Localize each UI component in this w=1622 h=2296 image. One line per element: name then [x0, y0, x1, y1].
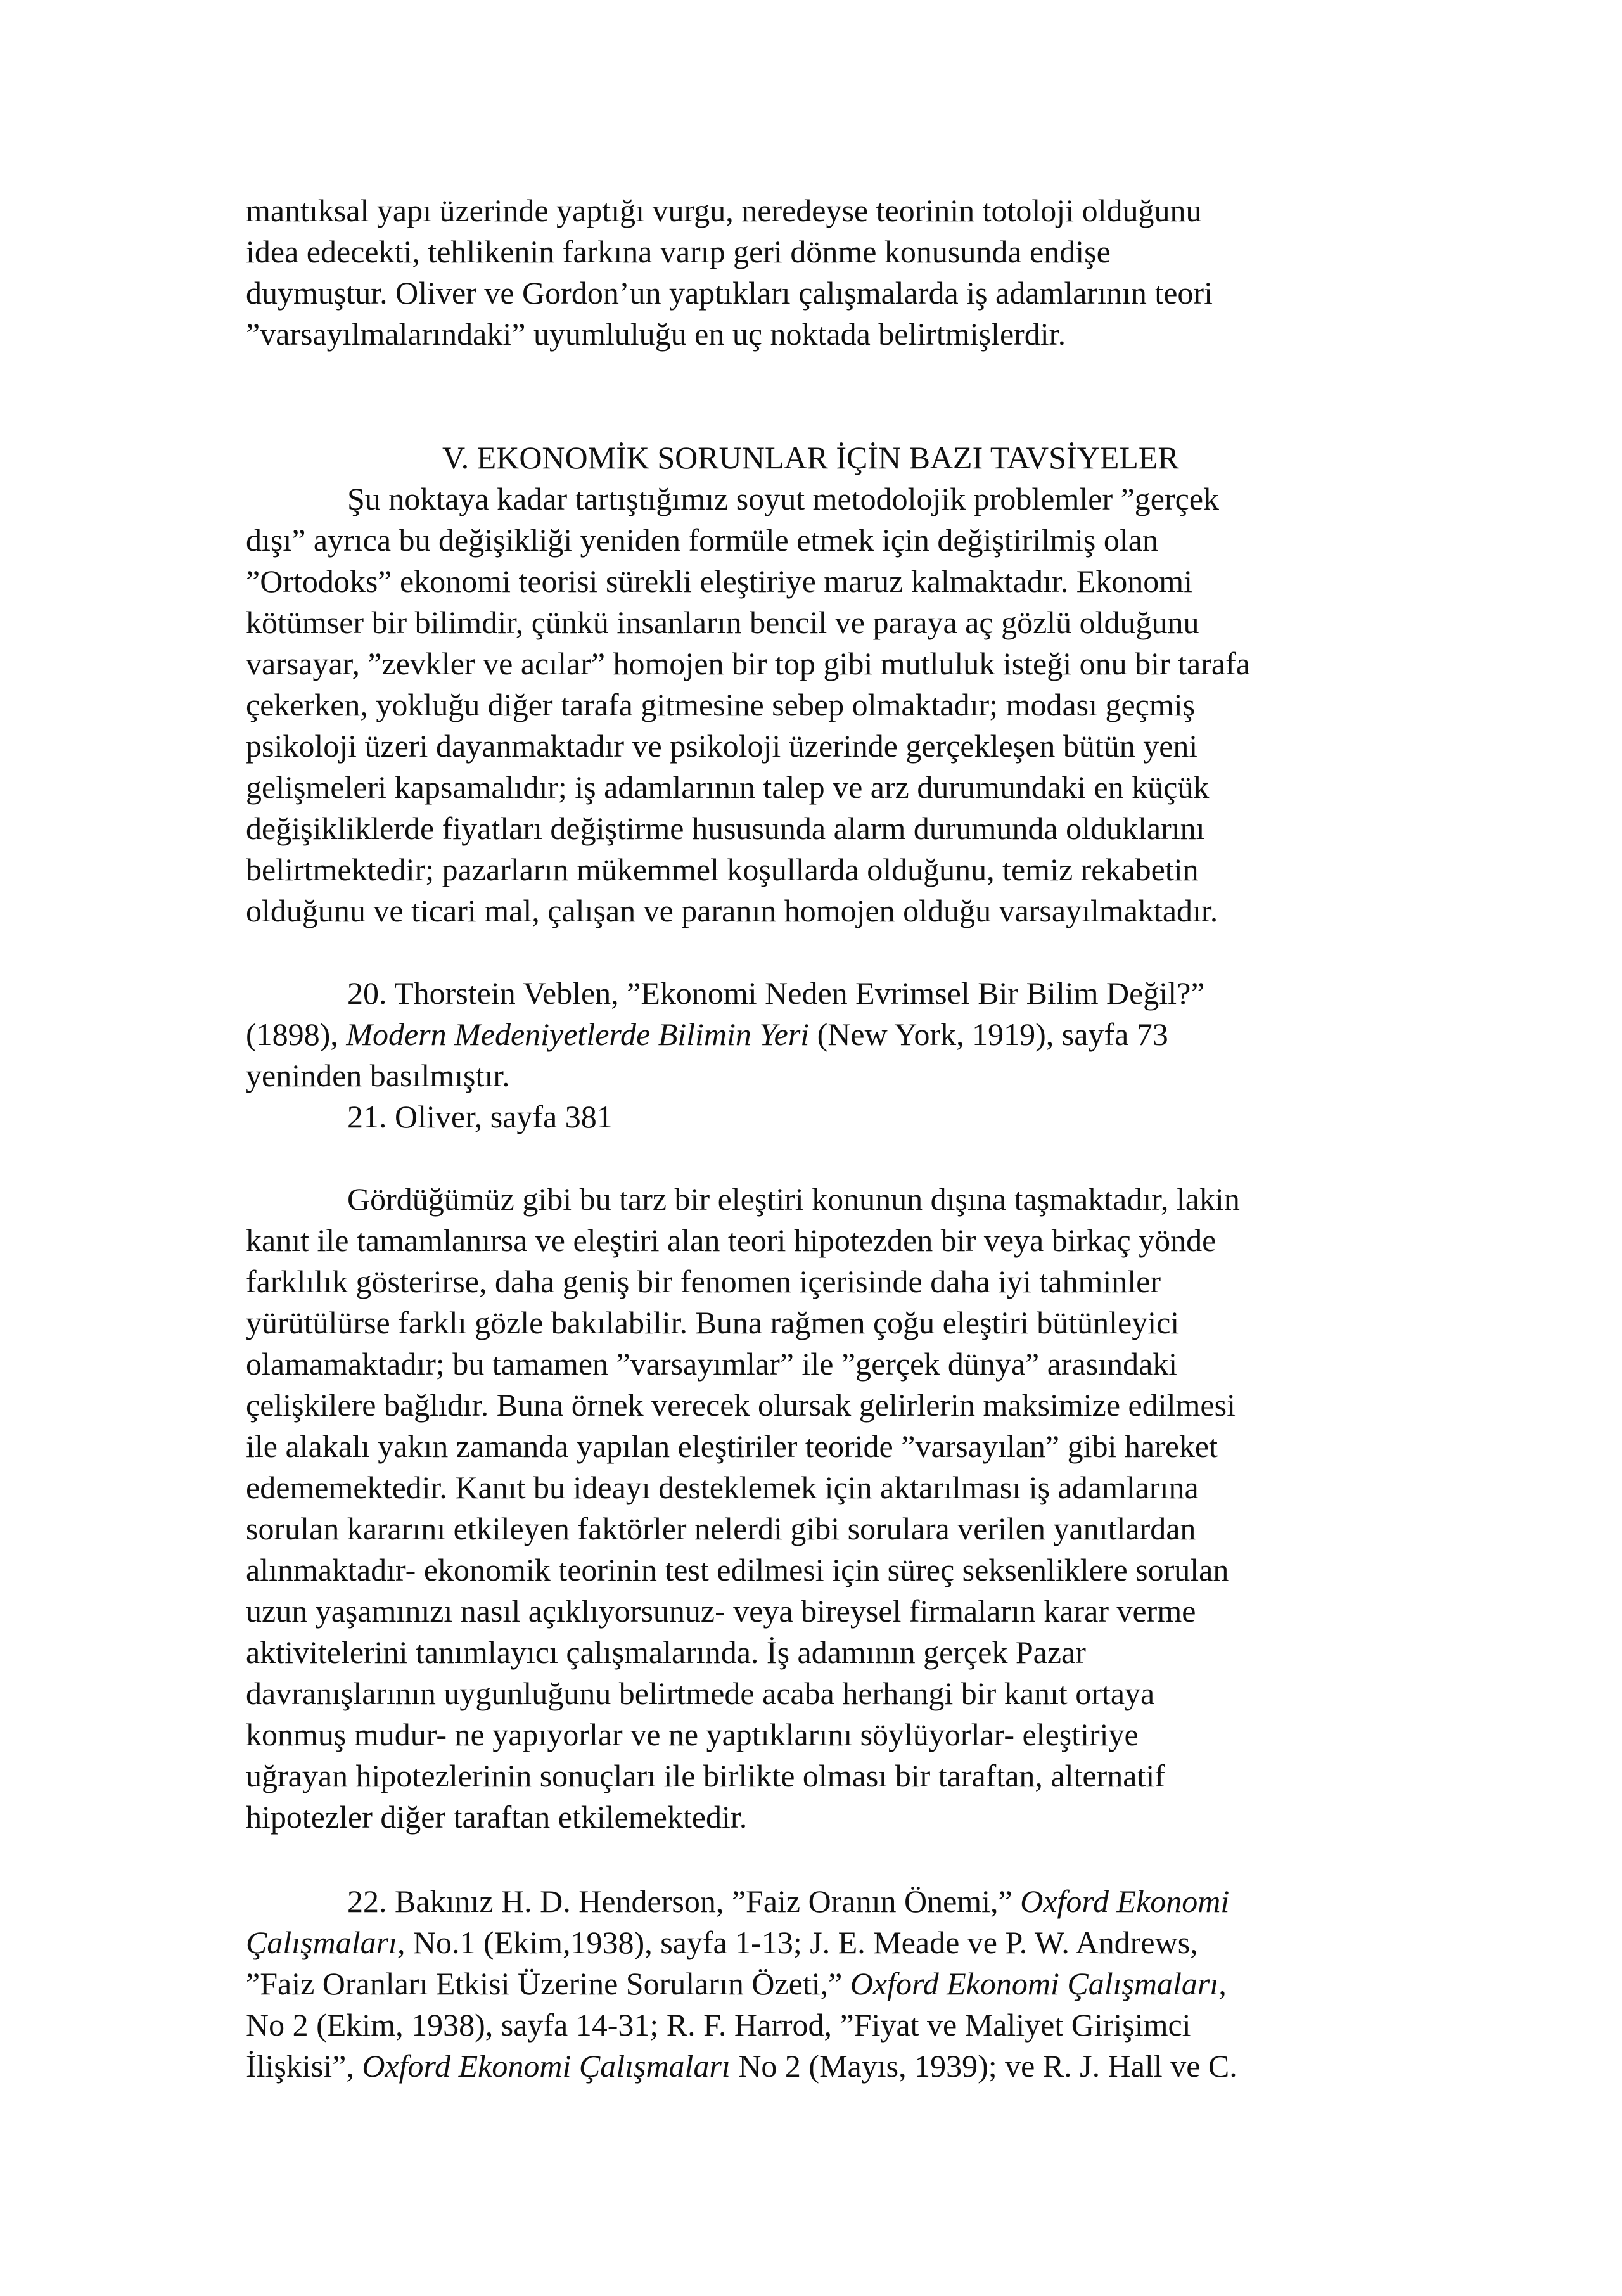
footnote-line: 20. Thorstein Veblen, ”Ekonomi Neden Evrimsel Bir Bilim Değil?” — [347, 975, 1205, 1011]
footnote-text: No.1 (Ekim,1938), sayfa 1-13; J. E. Meade ve P. W. Andrews, — [405, 1925, 1198, 1960]
text-line: uzun yaşamınızı nasıl açıklıyorsunuz- veya bireysel firmaların karar verme — [246, 1593, 1196, 1629]
paragraph-economic-problems — [246, 478, 1375, 932]
text-line: duymuştur. Oliver ve Gordon’un yaptıkları çalışmalarda iş adamlarının teori — [246, 275, 1213, 311]
footnote-line — [246, 2046, 1375, 2087]
text-line: kanıt ile tamamlanırsa ve eleştiri alan teori hipotezden bir veya birkaç yönde — [246, 1222, 1216, 1258]
text-line: gelişmeleri kapsamalıdır; iş adamlarının talep ve arz durumundaki en küçük — [246, 769, 1210, 805]
text-line: hipotezler diğer taraftan etkilemektedir. — [246, 1799, 748, 1835]
text-line: mantıksal yapı üzerinde yaptığı vurgu, neredeyse teorinin totoloji olduğunu — [246, 193, 1202, 228]
footnote-20 — [246, 973, 1375, 1096]
footnote-text: No 2 (Mayıs, 1939); ve R. J. Hall ve C. — [730, 2048, 1237, 2084]
book-title: Modern Medeniyetlerde Bilimin Yeri — [346, 1017, 810, 1052]
text-line: ”Ortodoks” ekonomi teorisi sürekli eleştiriye maruz kalmaktadır. Ekonomi — [246, 563, 1193, 599]
journal-title: Oxford Ekonomi Çalışmaları — [362, 2048, 731, 2084]
text-line: olduğunu ve ticari mal, çalışan ve paranın homojen olduğu varsayılmaktadır. — [246, 893, 1218, 928]
footnote-text: (New York, 1919), sayfa 73 — [809, 1017, 1168, 1052]
text-line: olamamaktadır; bu tamamen ”varsayımlar” ile ”gerçek dünya” arasındaki — [246, 1346, 1178, 1382]
footnote-line: 21. Oliver, sayfa 381 — [347, 1099, 613, 1134]
footnote-22 — [246, 1881, 1375, 2087]
journal-title: Oxford Ekonomi Çalışmaları, — [850, 1966, 1227, 2001]
text-line: Şu noktaya kadar tartıştığımız soyut metodolojik problemler ”gerçek — [347, 481, 1220, 516]
text-line: aktivitelerini tanımlayıcı çalışmalarında. İş adamının gerçek Pazar — [246, 1634, 1086, 1670]
footnote-text: ”Faiz Oranları Etkisi Üzerine Soruların Özeti,” — [246, 1966, 850, 2001]
paragraph-criticism — [246, 1179, 1375, 1838]
text-line: davranışlarının uygunluğunu belirtmede acaba herhangi bir kanıt ortaya — [246, 1676, 1155, 1711]
text-line: ile alakalı yakın zamanda yapılan eleştiriler teoride ”varsayılan” gibi hareket — [246, 1428, 1218, 1464]
paragraph-intro — [246, 190, 1375, 355]
text-line: çelişkilere bağlıdır. Buna örnek verecek olursak gelirlerin maksimize edilmesi — [246, 1387, 1236, 1423]
text-line: sorulan kararını etkileyen faktörler nelerdi gibi sorulara verilen yanıtlardan — [246, 1511, 1196, 1546]
text-line: Gördüğümüz gibi bu tarz bir eleştiri konunun dışına taşmaktadır, lakin — [347, 1181, 1240, 1217]
journal-title: Oxford Ekonomi — [1020, 1883, 1230, 1919]
footnote-line: No 2 (Ekim, 1938), sayfa 14-31; R. F. Harrod, ”Fiyat ve Maliyet Girişimci — [246, 2007, 1191, 2043]
text-line: farklılık gösterirse, daha geniş bir fenomen içerisinde daha iyi tahminler — [246, 1264, 1161, 1299]
footnote-line — [246, 1881, 1375, 1922]
footnote-line — [246, 1922, 1375, 1963]
text-line: alınmaktadır- ekonomik teorinin test edilmesi için süreç seksenliklere sorulan — [246, 1552, 1229, 1587]
text-line: değişikliklerde fiyatları değiştirme hususunda alarm durumunda olduklarını — [246, 811, 1205, 846]
footnote-line — [246, 1014, 1375, 1055]
footnote-line — [246, 1963, 1375, 2004]
footnote-text: 22. Bakınız H. D. Henderson, ”Faiz Oranın Önemi,” — [347, 1883, 1021, 1919]
text-line: belirtmektedir; pazarların mükemmel koşullarda olduğunu, temiz rekabetin — [246, 852, 1199, 887]
journal-title: Çalışmaları, — [246, 1925, 406, 1960]
text-line: edememektedir. Kanıt bu ideayı desteklemek için aktarılması iş adamlarına — [246, 1470, 1199, 1505]
text-line: idea edecekti, tehlikenin farkına varıp geri dönme konusunda endişe — [246, 234, 1111, 269]
text-line: dışı” ayrıca bu değişikliği yeniden formüle etmek için değiştirilmiş olan — [246, 522, 1158, 558]
text-line: kötümser bir bilimdir, çünkü insanların bencil ve paraya aç gözlü olduğunu — [246, 605, 1199, 640]
section-heading: V. EKONOMİK SORUNLAR İÇİN BAZI TAVSİYELER — [442, 440, 1179, 475]
text-line: varsayar, ”zevkler ve acılar” homojen bir top gibi mutluluk isteği onu bir tarafa — [246, 646, 1250, 681]
footnote-text: İlişkisi”, — [246, 2048, 362, 2084]
footnote-21 — [246, 1096, 1375, 1138]
footnote-text: (1898), — [246, 1017, 347, 1052]
text-line: ”varsayılmalarındaki” uyumluluğu en uç noktada belirtmişlerdir. — [246, 316, 1066, 352]
text-line: psikoloji üzeri dayanmaktadır ve psikoloji üzerinde gerçekleşen bütün yeni — [246, 728, 1198, 764]
text-line: çekerken, yokluğu diğer tarafa gitmesine sebep olmaktadır; modası geçmiş — [246, 687, 1196, 722]
text-line: uğrayan hipotezlerinin sonuçları ile birlikte olması bir taraftan, alternatif — [246, 1758, 1165, 1793]
text-line: yürütülürse farklı gözle bakılabilir. Buna rağmen çoğu eleştiri bütünleyici — [246, 1305, 1180, 1340]
footnote-line: yeninden basılmıştır. — [246, 1058, 510, 1093]
text-line: konmuş mudur- ne yapıyorlar ve ne yaptıklarını söylüyorlar- eleştiriye — [246, 1717, 1139, 1752]
